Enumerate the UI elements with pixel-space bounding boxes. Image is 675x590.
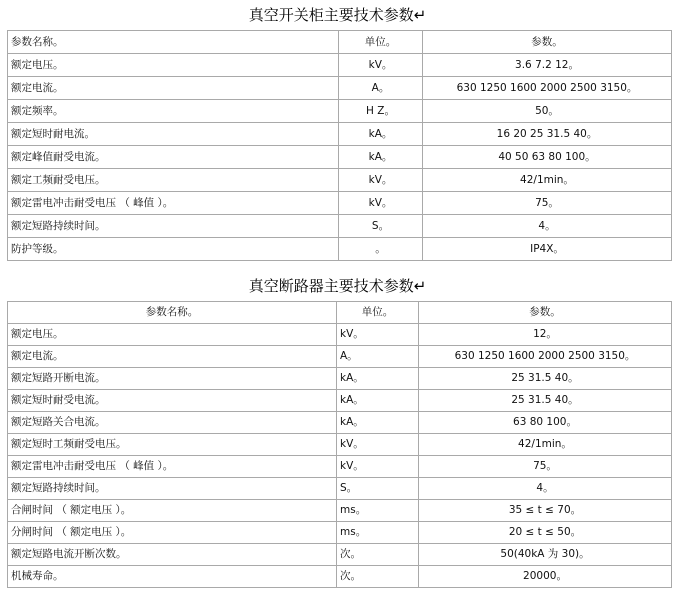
param-name-cell: 额定电压。 [8,324,337,346]
param-value-cell: 42/1min。 [423,169,672,192]
unit-cell: kA。 [337,412,419,434]
param-value-cell: IP4X。 [423,238,672,261]
param-name-cell: 额定雷电冲击耐受电压 （ 峰值 ）。 [8,192,339,215]
param-name-cell: 额定电压。 [8,54,339,77]
unit-cell: S。 [339,215,423,238]
unit-cell: kV。 [337,434,419,456]
table-row [8,54,672,77]
unit-cell: H Z。 [339,100,423,123]
table-row [8,390,672,412]
param-value-cell: 20 ≤ t ≤ 50。 [419,522,672,544]
unit-cell: kV。 [339,54,423,77]
unit-cell: kV。 [339,192,423,215]
table-row [8,412,672,434]
unit-cell: A。 [339,77,423,100]
param-name-cell: 额定短时耐受电流。 [8,390,337,412]
param-value-cell: 40 50 63 80 100。 [423,146,672,169]
param-name-cell: 额定短时耐电流。 [8,123,339,146]
table1 [7,30,672,261]
param-value-cell: 50(40kA 为 30)。 [419,544,672,566]
param-name-cell: 合闸时间 （ 额定电压 ）。 [8,500,337,522]
param-value-cell: 50。 [423,100,672,123]
param-name-cell: 额定工频耐受电压。 [8,169,339,192]
unit-cell: kA。 [339,146,423,169]
param-value-cell: 16 20 25 31.5 40。 [423,123,672,146]
unit-cell: 次。 [337,544,419,566]
header-cell: 参数名称。 [8,31,339,54]
param-value-cell: 25 31.5 40。 [419,390,672,412]
table-row [8,324,672,346]
param-value-cell: 63 80 100。 [419,412,672,434]
table-row [8,434,672,456]
unit-cell: 次。 [337,566,419,588]
param-value-cell: 42/1min。 [419,434,672,456]
table-row [8,456,672,478]
param-name-cell: 额定短路电流开断次数。 [8,544,337,566]
param-name-cell: 额定电流。 [8,77,339,100]
table-row [8,77,672,100]
unit-cell: 。 [339,238,423,261]
param-name-cell: 防护等级。 [8,238,339,261]
param-value-cell: 630 1250 1600 2000 2500 3150。 [423,77,672,100]
param-value-cell: 4。 [419,478,672,500]
unit-cell: kV。 [337,324,419,346]
param-value-cell: 3.6 7.2 12。 [423,54,672,77]
header-cell: 单位。 [337,302,419,324]
table-row [8,146,672,169]
unit-cell: A。 [337,346,419,368]
header-cell: 参数。 [419,302,672,324]
table-header-row [8,302,672,324]
table-row [8,215,672,238]
table2 [7,301,672,588]
table-row [8,169,672,192]
param-name-cell: 机械寿命。 [8,566,337,588]
table-row [8,544,672,566]
param-name-cell: 分闸时间 （ 额定电压 ）。 [8,522,337,544]
table1-title: 真空开关柜主要技术参数↵ [248,6,427,24]
param-name-cell: 额定雷电冲击耐受电压 （ 峰值 ）。 [8,456,337,478]
table-row [8,123,672,146]
table-row [8,192,672,215]
param-value-cell: 25 31.5 40。 [419,368,672,390]
unit-cell: ms。 [337,522,419,544]
unit-cell: kV。 [337,456,419,478]
table-row [8,238,672,261]
header-cell: 参数名称。 [8,302,337,324]
param-value-cell: 75。 [423,192,672,215]
param-value-cell: 35 ≤ t ≤ 70。 [419,500,672,522]
unit-cell: S。 [337,478,419,500]
param-name-cell: 额定峰值耐受电流。 [8,146,339,169]
table-row [8,478,672,500]
param-name-cell: 额定短路持续时间。 [8,478,337,500]
param-name-cell: 额定短路开断电流。 [8,368,337,390]
param-name-cell: 额定电流。 [8,346,337,368]
table-row [8,500,672,522]
unit-cell: kA。 [337,368,419,390]
param-value-cell: 12。 [419,324,672,346]
header-cell: 单位。 [339,31,423,54]
table-row [8,100,672,123]
unit-cell: kA。 [337,390,419,412]
unit-cell: ms。 [337,500,419,522]
param-name-cell: 额定短路关合电流。 [8,412,337,434]
param-name-cell: 额定频率。 [8,100,339,123]
param-name-cell: 额定短路持续时间。 [8,215,339,238]
param-value-cell: 4。 [423,215,672,238]
table-header-row [8,31,672,54]
table2-title: 真空断路器主要技术参数↵ [248,277,427,295]
table-row [8,522,672,544]
table-row [8,566,672,588]
table-row [8,368,672,390]
param-value-cell: 630 1250 1600 2000 2500 3150。 [419,346,672,368]
param-name-cell: 额定短时工频耐受电压。 [8,434,337,456]
header-cell: 参数。 [423,31,672,54]
unit-cell: kV。 [339,169,423,192]
param-value-cell: 20000。 [419,566,672,588]
param-value-cell: 75。 [419,456,672,478]
table-row [8,346,672,368]
unit-cell: kA。 [339,123,423,146]
